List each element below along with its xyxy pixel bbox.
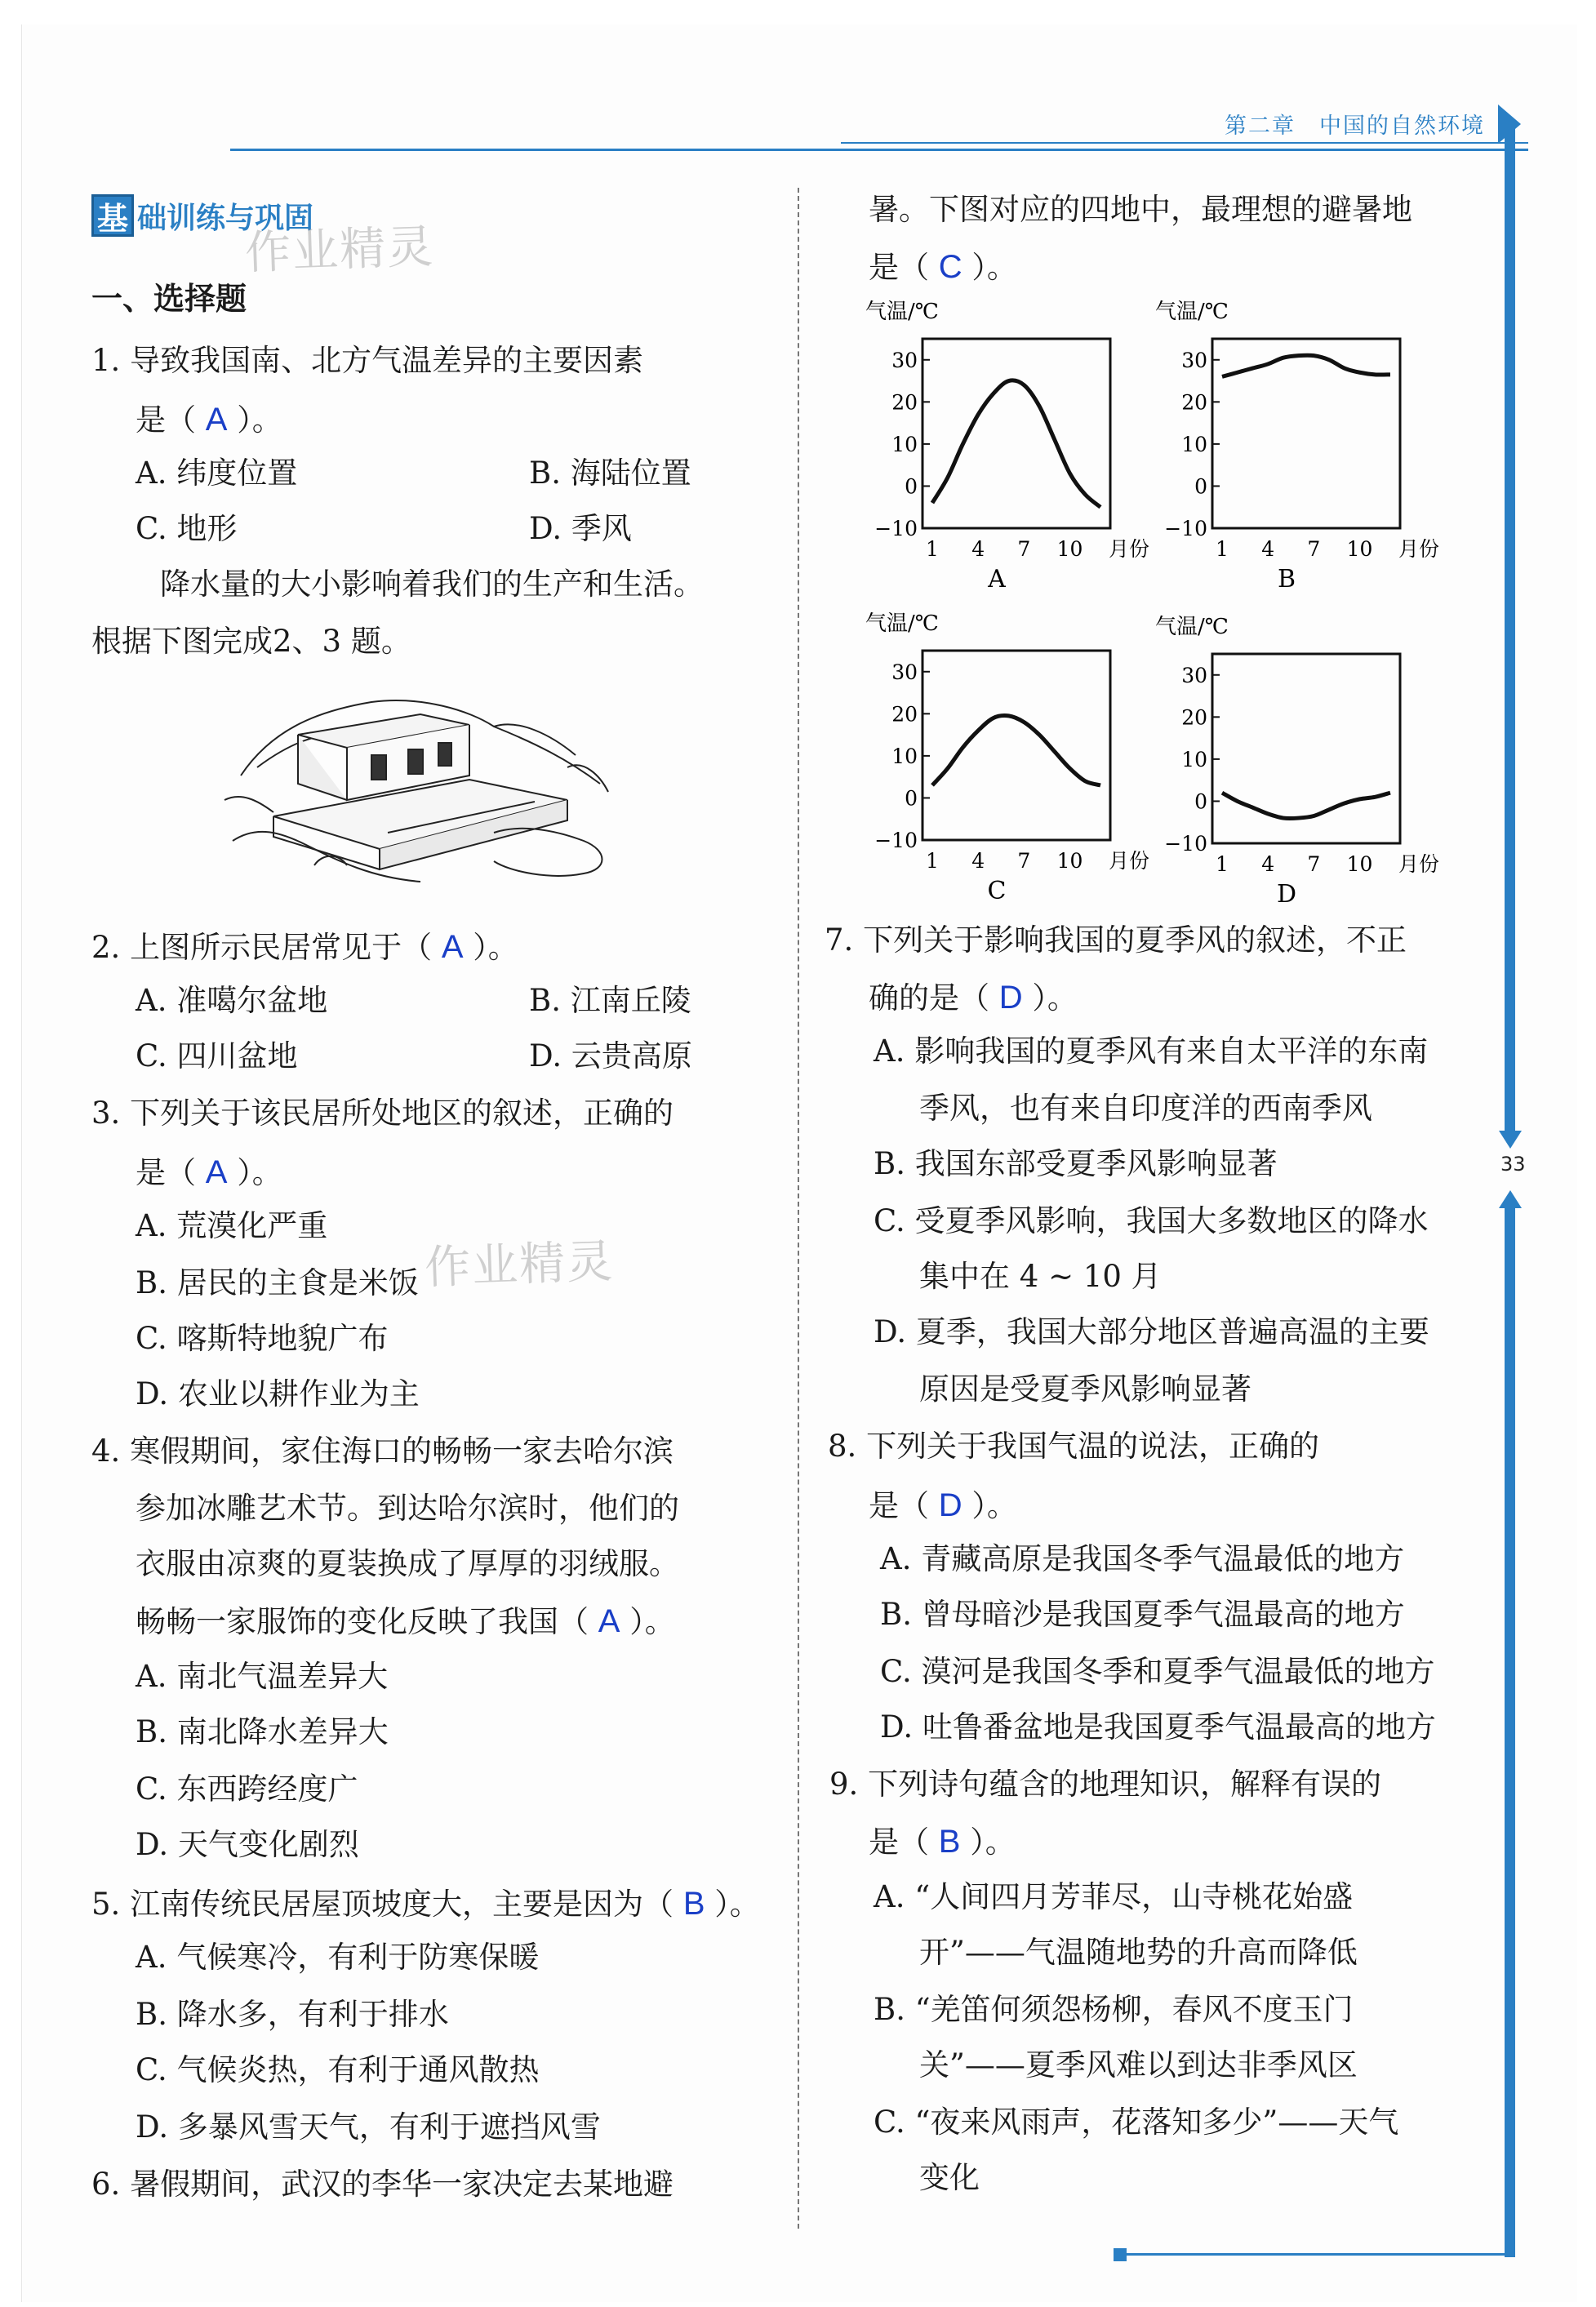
chart-ylabel: 气温/℃ — [865, 300, 939, 324]
question-text: 变化 — [919, 2160, 980, 2195]
side-bar-bottom — [1505, 1208, 1515, 2257]
left-line — [91, 2167, 674, 2203]
question-text: B. 降水多，有利于排水 — [136, 1997, 449, 2032]
chart-label: B — [1277, 565, 1296, 593]
chart-xtick-label: 1 — [926, 849, 939, 873]
chart-frame — [922, 651, 1110, 840]
chart-xtick-label: 1 — [1216, 537, 1229, 561]
right-line — [828, 1429, 1319, 1465]
answer-mark: D — [998, 980, 1023, 1016]
chart-label: A — [988, 565, 1006, 593]
right-line — [825, 922, 1407, 958]
column-divider — [798, 188, 799, 2229]
chart-ytick-label: 30 — [891, 348, 918, 372]
question-text: D. 吐鲁番盆地是我国夏季气温最高的地方 — [880, 1709, 1436, 1745]
climate-chart-b — [1139, 294, 1440, 593]
chart-label: C — [987, 877, 1007, 905]
question-text-end: ）。 — [960, 1825, 1016, 1860]
badge-char: 基 — [91, 194, 134, 237]
left-line — [529, 456, 691, 491]
right-line — [880, 1597, 1405, 1633]
chart-xtick-label: 7 — [1307, 852, 1321, 876]
answer-mark: D — [938, 1487, 962, 1523]
chart-xlabel: 月份 — [1109, 537, 1150, 561]
chart-xtick-label: 4 — [1261, 852, 1275, 876]
question-text-end: ）。 — [962, 250, 1017, 285]
chapter-title: 第二章 中国的自然环境 — [1225, 113, 1485, 139]
right-line — [874, 1314, 1429, 1350]
badge-text: 础训练与巩固 — [137, 201, 314, 235]
chart-ytick-label: 0 — [905, 474, 918, 499]
climate-chart-a — [849, 294, 1150, 593]
question-text: B. 南北降水差异大 — [136, 1714, 389, 1749]
right-line — [919, 1935, 1358, 1971]
right-line — [869, 192, 1412, 228]
section-title: 一、选择题 — [91, 281, 247, 317]
left-line — [136, 456, 297, 491]
question-text: D. 云贵高原 — [529, 1038, 692, 1073]
left-line — [136, 1602, 675, 1641]
question-text: 原因是受夏季风影响显著 — [919, 1371, 1251, 1407]
chart-xlabel: 月份 — [1109, 849, 1150, 873]
chart-xtick-label: 1 — [1216, 852, 1229, 876]
left-line — [529, 983, 691, 1019]
right-line — [874, 1146, 1278, 1182]
header-rule — [230, 149, 1528, 151]
left-line — [136, 1940, 539, 1976]
question-text: 是（ — [869, 1488, 939, 1523]
left-line — [136, 1771, 358, 1807]
answer-mark: C — [938, 249, 962, 285]
side-bar-notch — [1499, 1190, 1522, 1208]
chart-ylabel: 气温/℃ — [1155, 615, 1229, 639]
left-line — [136, 1208, 327, 1244]
question-text: C. “夜来风雨声，花落知多少”——天气 — [874, 2105, 1399, 2140]
left-line — [136, 2109, 601, 2145]
left-line — [91, 1884, 760, 1923]
desert-house-illustration — [225, 678, 616, 890]
question-text: D. 多暴风雪天气，有利于遮挡风雪 — [136, 2109, 601, 2145]
question-text: 开”——气温随地势的升高而降低 — [919, 1935, 1358, 1970]
chart-xtick-label: 10 — [1346, 537, 1373, 561]
right-line — [874, 1033, 1428, 1069]
right-line — [880, 1541, 1404, 1577]
question-text-end: ）。 — [1022, 980, 1078, 1016]
question-text: C. 东西跨经度广 — [136, 1771, 358, 1807]
chart-xtick-label: 10 — [1056, 537, 1083, 561]
left-line — [91, 343, 643, 379]
chart-xtick-label: 7 — [1307, 537, 1321, 561]
right-line — [829, 1767, 1381, 1802]
chart-xtick-label: 7 — [1017, 537, 1031, 561]
left-line — [529, 511, 632, 547]
left-line — [136, 1038, 298, 1074]
question-text: 集中在 4 ~ 10 月 — [919, 1259, 1162, 1294]
question-text: 2. 上图所示民居常见于（ — [91, 930, 442, 965]
right-line — [869, 247, 1017, 287]
page-number: 33 — [1500, 1153, 1526, 1176]
question-text: 4. 寒假期间，家住海口的畅畅一家去哈尔滨 — [91, 1434, 674, 1469]
left-line — [91, 1096, 674, 1131]
climate-chart-d — [1139, 609, 1440, 909]
chart-frame — [922, 339, 1110, 528]
left-line — [160, 567, 704, 602]
left-line — [136, 1714, 389, 1750]
chart-ytick-label: 0 — [1194, 474, 1207, 499]
chart-ytick-label: 10 — [1181, 747, 1207, 771]
left-line — [136, 983, 327, 1019]
footer-rule — [1120, 2253, 1515, 2256]
right-line — [919, 1259, 1162, 1295]
answer-mark: A — [205, 1154, 228, 1190]
chart-ytick-label: 20 — [1181, 390, 1207, 415]
right-line — [874, 1203, 1429, 1239]
right-line — [919, 2160, 980, 2196]
answer-mark: A — [441, 929, 464, 965]
question-text: B. 江南丘陵 — [529, 983, 691, 1018]
chart-xtick-label: 10 — [1056, 849, 1083, 873]
chart-ytick-label: −10 — [1164, 517, 1207, 540]
left-line — [136, 1659, 388, 1695]
header-rule-top — [841, 142, 1528, 144]
question-text: C. 地形 — [136, 511, 238, 546]
chart-frame — [1212, 339, 1400, 528]
right-line — [919, 2047, 1358, 2083]
question-text: 参加冰雕艺术节。到达哈尔滨时，他们的 — [136, 1491, 679, 1526]
question-text: A. 影响我国的夏季风有来自太平洋的东南 — [874, 1033, 1429, 1069]
question-text: 根据下图完成2、3 题。 — [91, 624, 411, 659]
chart-ytick-label: 30 — [891, 660, 918, 684]
temperature-curve — [932, 380, 1100, 507]
chart-ytick-label: 30 — [1181, 348, 1207, 372]
chart-label: D — [1276, 880, 1297, 909]
question-text: D. 天气变化剧烈 — [136, 1827, 359, 1862]
chart-ytick-label: 0 — [905, 786, 918, 811]
left-line — [136, 1827, 359, 1863]
question-text: 降水量的大小影响着我们的生产和生活。 — [160, 567, 704, 602]
question-text: D. 夏季，我国大部分地区普遍高温的主要 — [874, 1314, 1429, 1349]
chart-ytick-label: 10 — [1181, 432, 1207, 456]
question-text: C. 漠河是我国冬季和夏季气温最低的地方 — [880, 1654, 1435, 1689]
left-line — [136, 1265, 419, 1301]
question-text: 畅畅一家服饰的变化反映了我国（ — [136, 1604, 598, 1639]
right-line — [869, 1822, 1016, 1861]
left-line — [136, 1376, 420, 1412]
left-line — [136, 1546, 679, 1582]
question-text: A. 准噶尔盆地 — [136, 983, 328, 1018]
question-text: 确的是（ — [869, 980, 999, 1016]
temperature-curve — [1222, 355, 1390, 376]
answer-mark: A — [598, 1603, 620, 1639]
chart-ytick-label: 30 — [1181, 663, 1207, 687]
answer-mark: A — [205, 402, 228, 438]
left-line — [136, 400, 282, 439]
watermark: 作业精灵 — [244, 220, 436, 281]
question-text: A. 南北气温差异大 — [136, 1659, 389, 1694]
temperature-curve — [932, 716, 1100, 785]
question-text: 8. 下列关于我国气温的说法，正确的 — [828, 1429, 1320, 1464]
left-line — [136, 1153, 282, 1192]
left-line — [91, 927, 518, 967]
question-text: A. 纬度位置 — [136, 456, 298, 491]
chart-xtick-label: 4 — [971, 537, 985, 561]
question-text: B. 曾母暗沙是我国夏季气温最高的地方 — [880, 1597, 1405, 1632]
question-text: A. 荒漠化严重 — [136, 1208, 328, 1243]
question-text: B. “羌笛何须怨杨柳，春风不度玉门 — [874, 1992, 1354, 2027]
right-line — [919, 1371, 1251, 1407]
chart-xlabel: 月份 — [1398, 537, 1440, 561]
left-line — [136, 1997, 449, 2033]
question-text-end: ）。 — [705, 1887, 760, 1922]
chart-ylabel: 气温/℃ — [1155, 300, 1229, 324]
question-text: 关”——夏季风难以到达非季风区 — [919, 2047, 1358, 2083]
right-line — [869, 1486, 1017, 1525]
question-text: 是（ — [869, 250, 939, 285]
right-line — [874, 2105, 1398, 2140]
side-bar-top — [1505, 127, 1515, 1131]
question-text: 3. 下列关于该民居所处地区的叙述，正确的 — [91, 1096, 674, 1131]
question-text: 衣服由凉爽的夏装换成了厚厚的羽绒服。 — [136, 1546, 679, 1581]
right-line — [874, 1879, 1353, 1915]
chart-xtick-label: 4 — [971, 849, 985, 873]
question-text: 是（ — [869, 1825, 939, 1860]
chart-ytick-label: 20 — [891, 702, 918, 727]
footer-square — [1114, 2248, 1127, 2261]
question-text: A. “人间四月芳菲尽，山寺桃花始盛 — [874, 1879, 1354, 1914]
chart-ytick-label: 20 — [1181, 705, 1207, 730]
left-line — [91, 1434, 674, 1469]
question-text-end: ）。 — [227, 1155, 282, 1190]
question-text: 5. 江南传统民居屋顶坡度大，主要是因为（ — [91, 1887, 683, 1922]
right-line — [880, 1709, 1436, 1745]
question-text: A. 青藏高原是我国冬季气温最低的地方 — [880, 1541, 1405, 1576]
question-text: 7. 下列关于影响我国的夏季风的叙述，不正 — [825, 922, 1407, 958]
left-line — [136, 1321, 389, 1357]
question-text: 6. 暑假期间，武汉的李华一家决定去某地避 — [91, 2167, 674, 2202]
watermark: 作业精灵 — [424, 1234, 616, 1296]
answer-mark: B — [682, 1886, 705, 1922]
question-text: 是（ — [136, 402, 206, 438]
chart-ytick-label: 20 — [891, 390, 918, 415]
right-line — [874, 1992, 1354, 2028]
climate-chart-c — [849, 606, 1150, 905]
question-text-end: ）。 — [227, 402, 282, 438]
temperature-curve — [1222, 793, 1390, 818]
question-text: C. 四川盆地 — [136, 1038, 298, 1073]
question-text: D. 季风 — [529, 511, 632, 546]
answer-mark: B — [938, 1824, 961, 1860]
question-text: 是（ — [136, 1155, 206, 1190]
chart-ytick-label: −10 — [874, 829, 918, 852]
question-text-end: ）。 — [962, 1488, 1017, 1523]
side-bar-notch — [1499, 1131, 1522, 1149]
question-text: C. 喀斯特地貌广布 — [136, 1321, 389, 1356]
left-line — [136, 1491, 679, 1527]
right-line — [880, 1654, 1435, 1690]
question-text: C. 受夏季风影响，我国大多数地区的降水 — [874, 1203, 1429, 1238]
question-text: 1. 导致我国南、北方气温差异的主要因素 — [91, 343, 644, 378]
left-line — [529, 1038, 692, 1074]
chart-xtick-label: 4 — [1261, 537, 1275, 561]
question-text: 季风，也有来自印度洋的西南季风 — [919, 1091, 1372, 1126]
question-text: B. 海陆位置 — [529, 456, 691, 491]
chart-xlabel: 月份 — [1398, 852, 1440, 876]
left-line — [136, 2052, 540, 2088]
question-text: 暑。下图对应的四地中，最理想的避暑地 — [869, 192, 1412, 227]
question-text: B. 我国东部受夏季风影响显著 — [874, 1146, 1278, 1181]
question-text: B. 居民的主食是米饭 — [136, 1265, 419, 1300]
chart-xtick-label: 1 — [926, 537, 939, 561]
chart-ytick-label: 0 — [1194, 789, 1207, 814]
right-line — [869, 978, 1078, 1017]
question-text: C. 气候炎热，有利于通风散热 — [136, 2052, 540, 2087]
chart-ytick-label: −10 — [1164, 832, 1207, 856]
question-text-end: ）。 — [463, 930, 518, 965]
left-line — [136, 511, 238, 547]
question-text-end: ）。 — [620, 1604, 675, 1639]
chart-ytick-label: 10 — [891, 744, 918, 768]
chart-xtick-label: 7 — [1017, 849, 1031, 873]
question-text: D. 农业以耕作业为主 — [136, 1376, 420, 1411]
chart-frame — [1212, 654, 1400, 843]
question-text: A. 气候寒冷，有利于防寒保暖 — [136, 1940, 540, 1975]
left-line — [91, 624, 411, 660]
chart-ylabel: 气温/℃ — [865, 611, 939, 636]
chart-ytick-label: 10 — [891, 432, 918, 456]
question-text: 9. 下列诗句蕴含的地理知识，解释有误的 — [829, 1767, 1382, 1802]
chart-xtick-label: 10 — [1346, 852, 1373, 876]
right-line — [919, 1091, 1372, 1127]
chart-ytick-label: −10 — [874, 517, 918, 540]
